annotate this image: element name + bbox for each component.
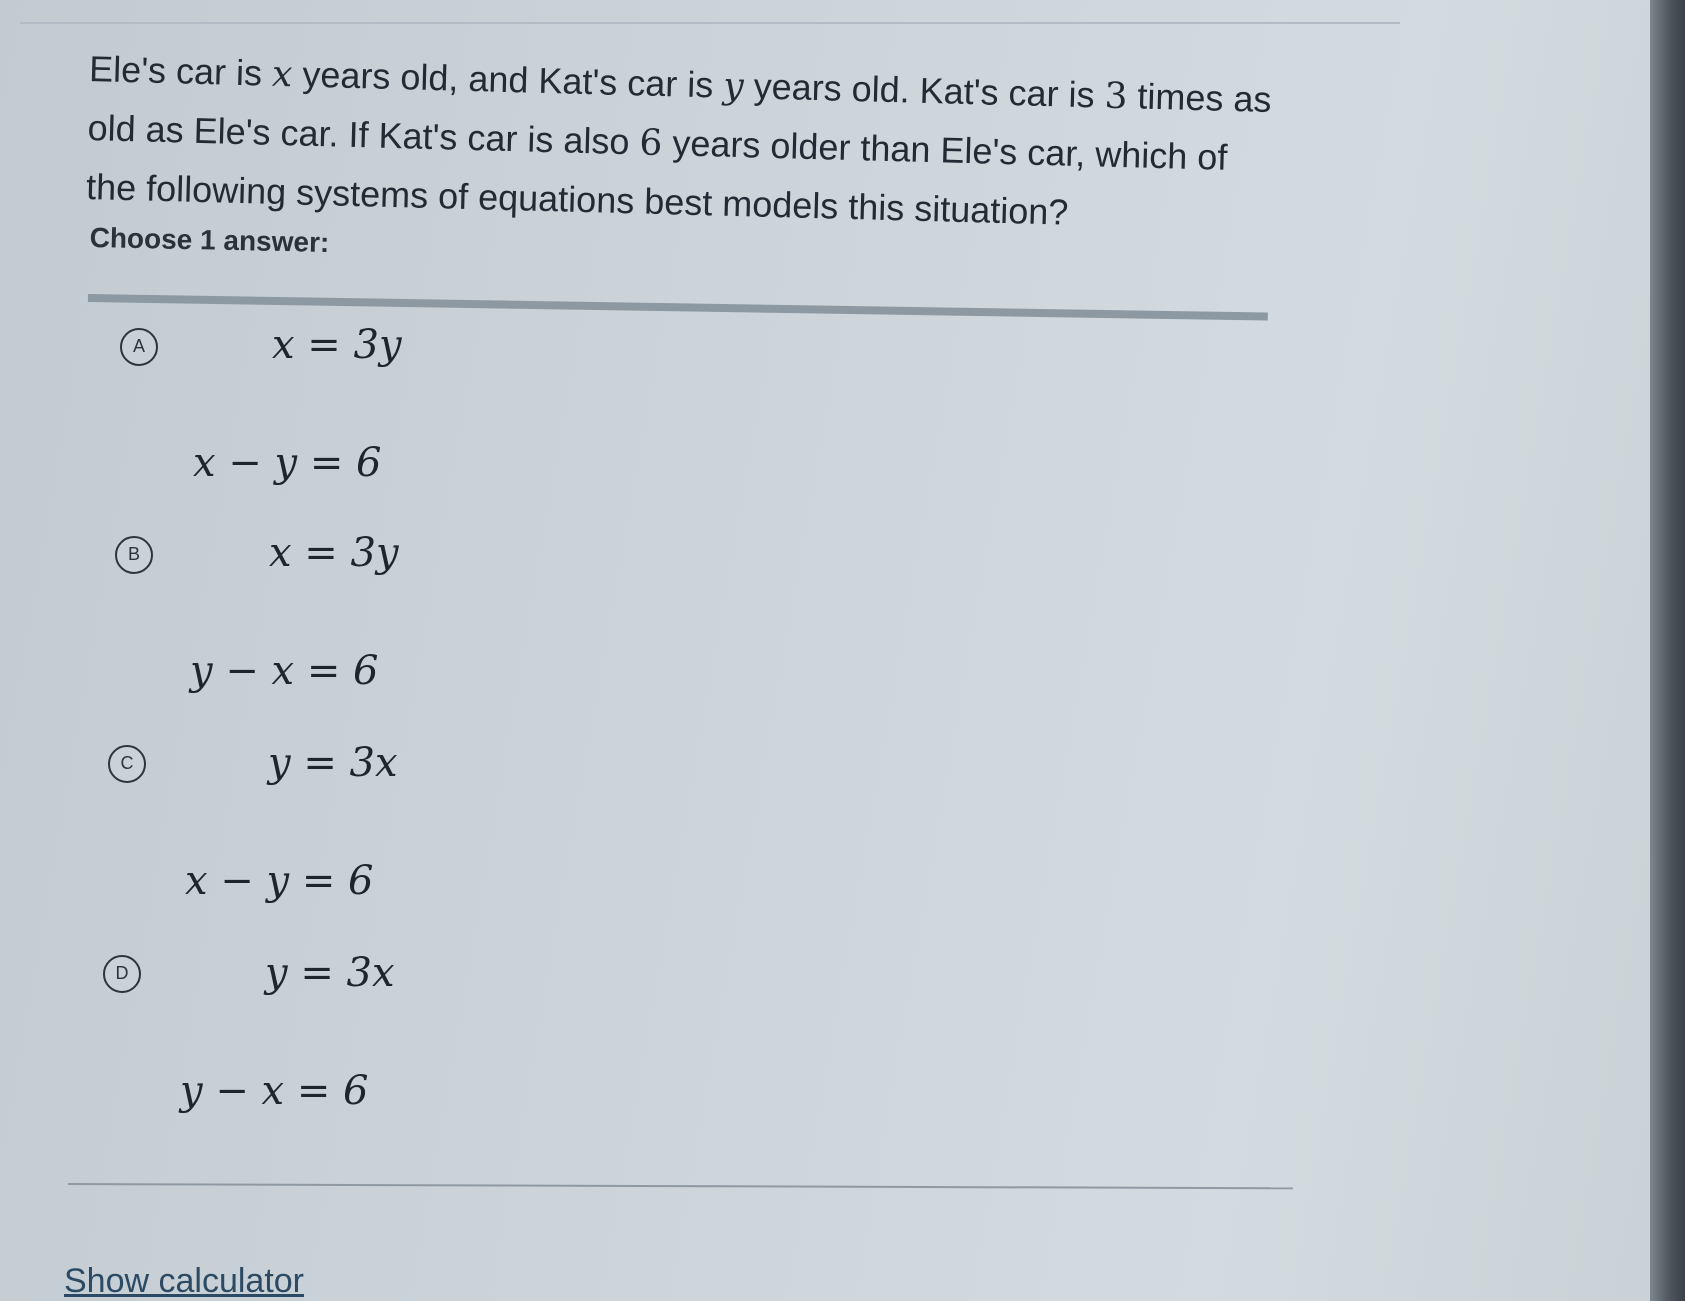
choices-top-divider (88, 294, 1268, 321)
choice-c-equation-2: x − y = 6 (185, 858, 374, 904)
choice-a-bubble[interactable]: A (120, 328, 158, 366)
top-divider (20, 22, 1400, 24)
choice-a-equation-2: x − y = 6 (193, 440, 382, 486)
choice-a-equation-1: x = 3y (272, 322, 402, 368)
choices-bottom-divider (68, 1183, 1293, 1189)
choice-b-bubble[interactable]: B (115, 536, 153, 574)
choice-b-equation-1: x = 3y (269, 530, 399, 576)
choice-d-equation-1: y = 3x (265, 950, 395, 996)
choice-b-equation-2: y − x = 6 (190, 648, 379, 694)
choice-c-bubble[interactable]: C (108, 745, 146, 783)
show-calculator-link[interactable]: Show calculator (64, 1262, 305, 1300)
choice-d-equation-2: y − x = 6 (180, 1068, 369, 1114)
screen-bezel (1650, 0, 1685, 1301)
choice-d-bubble[interactable]: D (103, 955, 141, 993)
question-text: Ele's car is x years old, and Kat's car is y years old. Kat's car is 3 times as old as Ele's car. If Kat's car is also 6 years older than Ele's car, which of the following systems of equations best models this situation? (85, 47, 1273, 233)
choice-c-equation-1: y = 3x (268, 740, 398, 786)
choose-prompt: Choose 1 answer: (89, 222, 330, 259)
